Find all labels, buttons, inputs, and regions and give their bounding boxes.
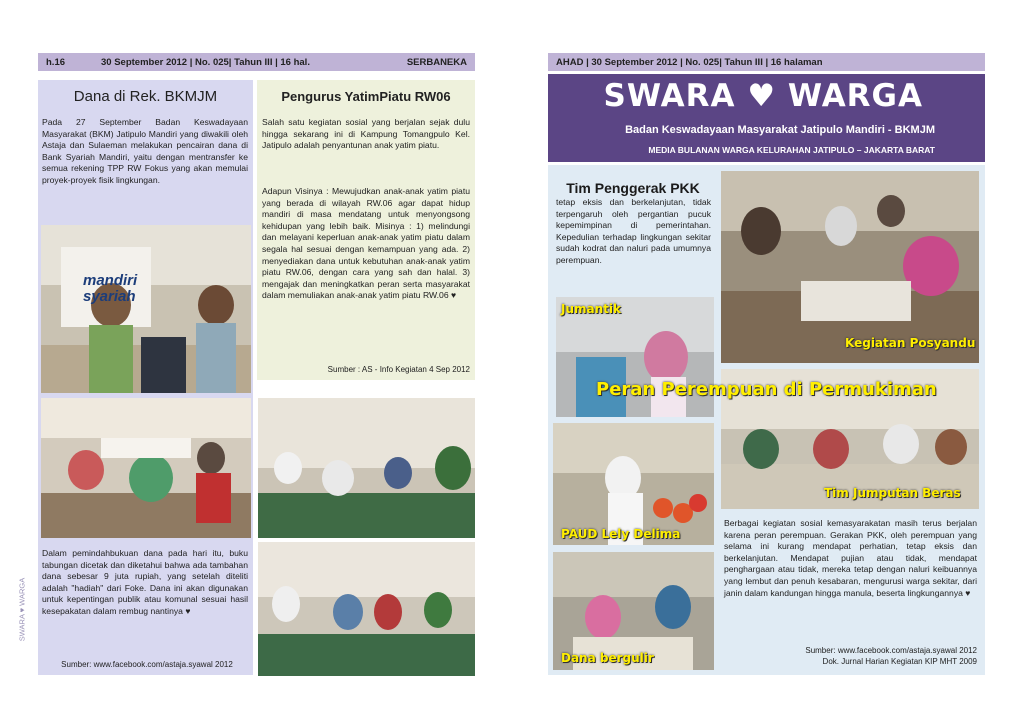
right-page-header <box>548 53 985 71</box>
caption-paud: PAUD Lely Delima <box>561 527 681 541</box>
vertical-brand: SWARA ♥ WARGA <box>17 577 27 642</box>
article1-title: Dana di Rek. BKMJM <box>73 88 218 105</box>
bank-sign: mandiri syariah <box>83 272 138 305</box>
masthead-tagline: MEDIA BULANAN WARGA KELURAHAN JATIPULO – JAKARTA BARAT <box>648 145 935 155</box>
masthead-title: SWARA ♥ WARGA <box>603 78 923 114</box>
right-issue-date: AHAD | 30 September 2012 | No. 025| Tahun III | 16 halaman <box>556 56 823 68</box>
article1-source: Sumber: www.facebook.com/astaja.syawal 2012 <box>61 660 233 669</box>
gathering-photo-2 <box>258 542 475 676</box>
issue-date: 30 September 2012 | No. 025| Tahun III | 16 hal. <box>101 56 310 68</box>
meeting-photo <box>41 398 251 538</box>
article2-p1: Salah satu kegiatan sosial yang berjalan sejak dulu hingga sekarang ini di Kampung Tomangpulo Kel. Jatipulo adalah penyantunan anak yatim piatu. <box>262 117 470 151</box>
pkk-source-2: Dok. Jurnal Harian Kegiatan KIP MHT 2009 <box>822 657 977 666</box>
pkk-intro: tetap eksis dan berkelanjutan, tidak terpengaruh oleh pergantian pucuk kepemimpinan di pemerintahan. Kepedulian terhadap lingkungan sekitar sudah kodrat dan naluri pada umumnya perempuan. <box>556 197 711 265</box>
article2-p2: Adapun Visinya : Mewujudkan anak-anak yatim piatu yang berada di wilayah RW.06 agar dapat hidup mandiri di masa mendatang untuk menyongsong kehidupan yang lebih baik. Misinya : 1) melindungi dan melayani keperluan anak-anak yatim piatu dalam segala hal sesuai dengan kemampuan yang ada. 2) menyediakan dana untuk kebutuhan anak-anak yatim piatu RW.06, dengan cara yang sah dan halal. 3) mengajak dan meningkatkan peran serta masyarakat dalam memuliakan anak-anak yatim piatu RW.06 ♥ <box>262 186 470 301</box>
article2-source: Sumber : AS - Info Kegiatan 4 Sep 2012 <box>327 365 470 374</box>
bank-photo <box>41 225 251 393</box>
posyandu-photo <box>721 171 979 363</box>
article2-title: Pengurus YatimPiatu RW06 <box>281 89 451 104</box>
page-number: h.16 <box>46 56 66 68</box>
section-name: SERBANEKA <box>406 56 467 68</box>
left-page-header <box>38 53 475 71</box>
pkk-body: Berbagai kegiatan sosial kemasyarakatan masih terus berjalan karena peran perempuan. Gerakan PKK, oleh perempuan yang selama ini kurang mendapat perhatian, tetap eksis dan berkelanjutan. Mendapat pujian atau tidak, mendapat penghargaan atau tidak, mereka tetap dengan naluri keibuannya yang lembut dan penuh kesabaran, mengurusi warga sekitar, dari janin dalam kandungan hingga manula, beserta lingkungannya ♥ <box>724 518 977 598</box>
article1-body-2: Dalam pemindahbukuan dana pada hari itu, buku tabungan dicetak dan diketahui bahwa ada tambahan dana sebesar 9 juta rupiah, yang setelah diteliti adalah "hadiah" dari Foke. Dana ini akan digunakan untuk kepentingan publik atau komunal sesuai hasil kesepakatan dalam rembug nantinya ♥ <box>42 548 248 616</box>
caption-posyandu: Kegiatan Posyandu <box>845 336 976 350</box>
article1-body: Pada 27 September Badan Keswadayaan Masyarakat (BKM) Jatipulo Mandiri yang diwakili oleh Astaja dan Sulaeman melakukan pencairan dana di Bank Syariah Mandiri, yaitu dengan mentransfer ke semua rekening TPP RW Fokus yang akan memulai proyek-proyek fisik lingkungan. <box>42 117 248 185</box>
masthead-subtitle: Badan Keswadayaan Masyarakat Jatipulo Mandiri - BKMJM <box>625 124 935 136</box>
caption-dana: Dana bergulir <box>561 651 654 665</box>
pkk-source-1: Sumber: www.facebook.com/astaja.syawal 2012 <box>805 646 977 655</box>
caption-jumantik: Jumantik <box>561 302 621 316</box>
caption-jumputan: Tim Jumputan Beras <box>824 486 961 500</box>
headline: Peran Perempuan di Permukiman <box>596 379 937 400</box>
pkk-title: Tim Penggerak PKK <box>566 180 700 196</box>
gathering-photo-1 <box>258 398 475 538</box>
